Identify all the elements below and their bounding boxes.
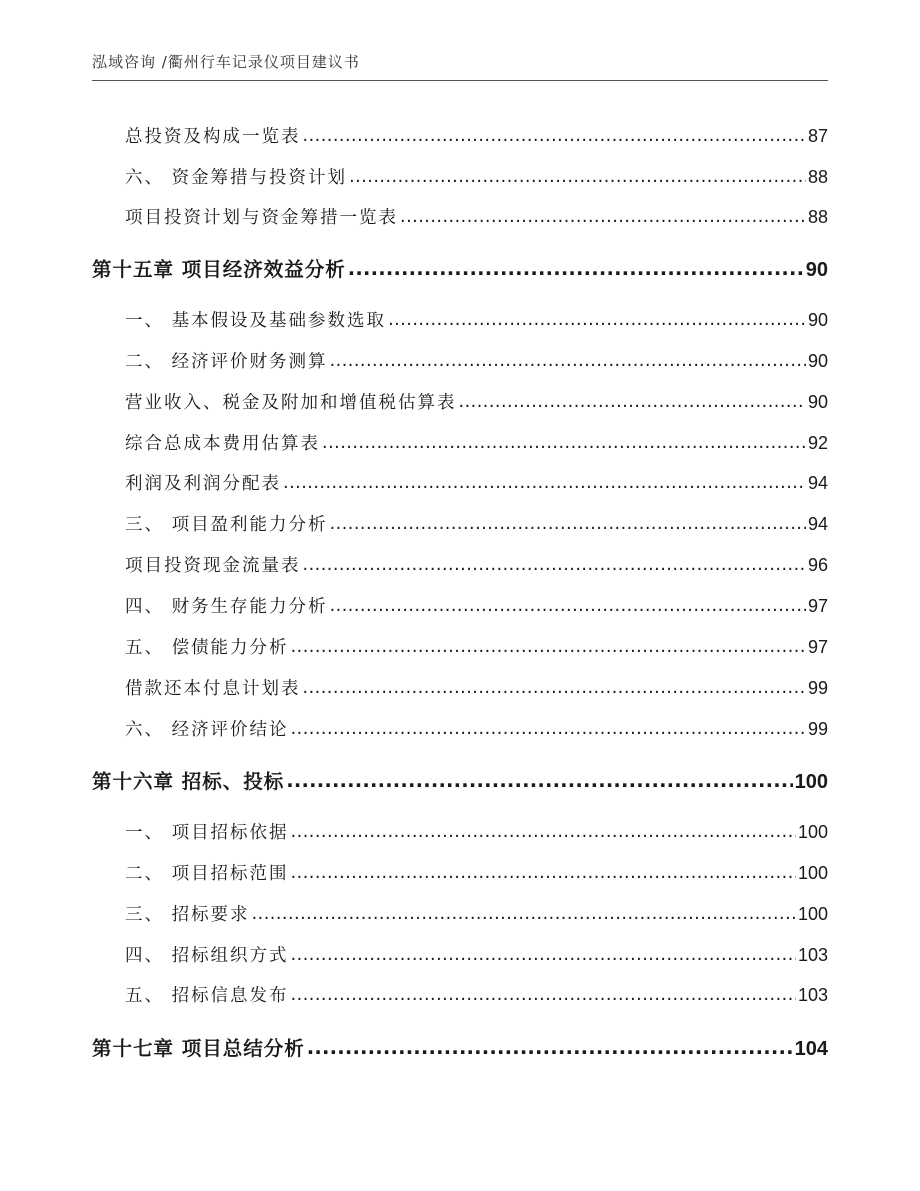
toc-entry-page: 88 <box>807 167 828 187</box>
toc-entry-title: 四、 招标组织方式 <box>125 946 289 966</box>
toc-leader-dots <box>291 985 796 1005</box>
toc-entry-page: 92 <box>807 433 828 453</box>
toc-entry-page: 100 <box>797 822 828 842</box>
toc-leader-dots <box>303 555 806 575</box>
toc-chapter-page: 100 <box>794 771 828 793</box>
toc-leader-dots <box>291 863 796 883</box>
toc-leader-dots <box>291 945 796 965</box>
toc-chapter-title: 第十五章 项目经济效益分析 <box>92 258 346 281</box>
toc-entry[interactable] <box>125 819 828 847</box>
toc-entry[interactable] <box>125 204 828 232</box>
toc-leader-dots <box>286 769 792 792</box>
toc-entry[interactable] <box>125 470 828 498</box>
toc-entry[interactable] <box>125 511 828 539</box>
toc-leader-dots <box>330 596 806 616</box>
toc-entry[interactable] <box>125 123 828 151</box>
toc-entry-title: 三、 项目盈利能力分析 <box>125 515 328 535</box>
toc-entry-page: 90 <box>807 310 828 330</box>
toc-entry-page: 90 <box>807 392 828 412</box>
toc-leader-dots <box>459 392 806 412</box>
toc-chapter-page: 104 <box>794 1038 828 1060</box>
toc-entry[interactable] <box>125 389 828 417</box>
toc-entry-page: 99 <box>807 678 828 698</box>
toc-entry[interactable] <box>125 716 828 744</box>
toc-entry-title: 借款还本付息计划表 <box>125 679 301 699</box>
toc-entry-title: 利润及利润分配表 <box>125 474 281 494</box>
toc-entry-title: 营业收入、税金及附加和增值税估算表 <box>125 393 457 413</box>
toc-leader-dots <box>330 514 806 534</box>
toc-entry[interactable] <box>125 348 828 376</box>
toc-entry-title: 六、 资金筹措与投资计划 <box>125 168 348 188</box>
toc-leader-dots <box>348 257 804 280</box>
toc-chapter-entry[interactable] <box>92 766 828 794</box>
toc-leader-dots <box>330 351 806 371</box>
toc-chapter-page: 90 <box>805 259 828 281</box>
toc-chapter-entry[interactable] <box>92 254 828 282</box>
toc-leader-dots <box>291 637 806 657</box>
toc-entry-page: 88 <box>807 207 828 227</box>
toc-entry-page: 100 <box>797 904 828 924</box>
toc-entry[interactable] <box>125 164 828 192</box>
toc-entry[interactable] <box>125 982 828 1010</box>
toc-entry-title: 三、 招标要求 <box>125 905 250 925</box>
header-text: 泓域咨询 /衢州行车记录仪项目建议书 <box>92 53 360 71</box>
toc-chapter-title: 第十七章 项目总结分析 <box>92 1037 305 1060</box>
toc-chapter-entry[interactable] <box>92 1033 828 1061</box>
toc-entry-title: 总投资及构成一览表 <box>125 127 301 147</box>
toc-entry-page: 96 <box>807 555 828 575</box>
toc-entry-page: 97 <box>807 596 828 616</box>
toc-entry-title: 二、 经济评价财务测算 <box>125 352 328 372</box>
toc-entry[interactable] <box>125 307 828 335</box>
toc-leader-dots <box>349 167 806 187</box>
toc-entry-title: 项目投资现金流量表 <box>125 556 301 576</box>
toc-entry-title: 二、 项目招标范围 <box>125 864 289 884</box>
toc-entry-title: 五、 招标信息发布 <box>125 986 289 1006</box>
toc-chapter-title: 第十六章 招标、投标 <box>92 770 285 793</box>
toc-leader-dots <box>291 719 806 739</box>
toc-entry-page: 99 <box>807 719 828 739</box>
toc-leader-dots <box>303 126 806 146</box>
toc-entry[interactable] <box>125 593 828 621</box>
toc-leader-dots <box>283 473 806 493</box>
toc-entry[interactable] <box>125 675 828 703</box>
toc-leader-dots <box>400 207 806 227</box>
toc-entry[interactable] <box>125 430 828 458</box>
toc-entry[interactable] <box>125 901 828 929</box>
toc-entry-title: 五、 偿债能力分析 <box>125 638 289 658</box>
toc-entry[interactable] <box>125 552 828 580</box>
toc-entry-page: 94 <box>807 514 828 534</box>
toc-entry-page: 103 <box>797 945 828 965</box>
toc-entry-page: 97 <box>807 637 828 657</box>
toc-entry-page: 90 <box>807 351 828 371</box>
toc-entry-page: 103 <box>797 985 828 1005</box>
toc-entry-title: 项目投资计划与资金筹措一览表 <box>125 208 398 228</box>
toc-leader-dots <box>388 310 806 330</box>
toc-entry[interactable] <box>125 942 828 970</box>
toc-entry-title: 六、 经济评价结论 <box>125 720 289 740</box>
toc-leader-dots <box>291 822 796 842</box>
toc-entry-title: 四、 财务生存能力分析 <box>125 597 328 617</box>
toc-leader-dots <box>307 1036 793 1059</box>
toc-entry-page: 94 <box>807 473 828 493</box>
toc-leader-dots <box>322 433 806 453</box>
toc-entry-title: 一、 基本假设及基础参数选取 <box>125 311 387 331</box>
toc-entry-page: 87 <box>807 126 828 146</box>
toc-entry[interactable] <box>125 860 828 888</box>
toc-entry-title: 一、 项目招标依据 <box>125 823 289 843</box>
toc-entry-title: 综合总成本费用估算表 <box>125 434 320 454</box>
toc-entry-page: 100 <box>797 863 828 883</box>
toc-entry[interactable] <box>125 634 828 662</box>
toc-leader-dots <box>252 904 796 924</box>
toc-leader-dots <box>303 678 806 698</box>
